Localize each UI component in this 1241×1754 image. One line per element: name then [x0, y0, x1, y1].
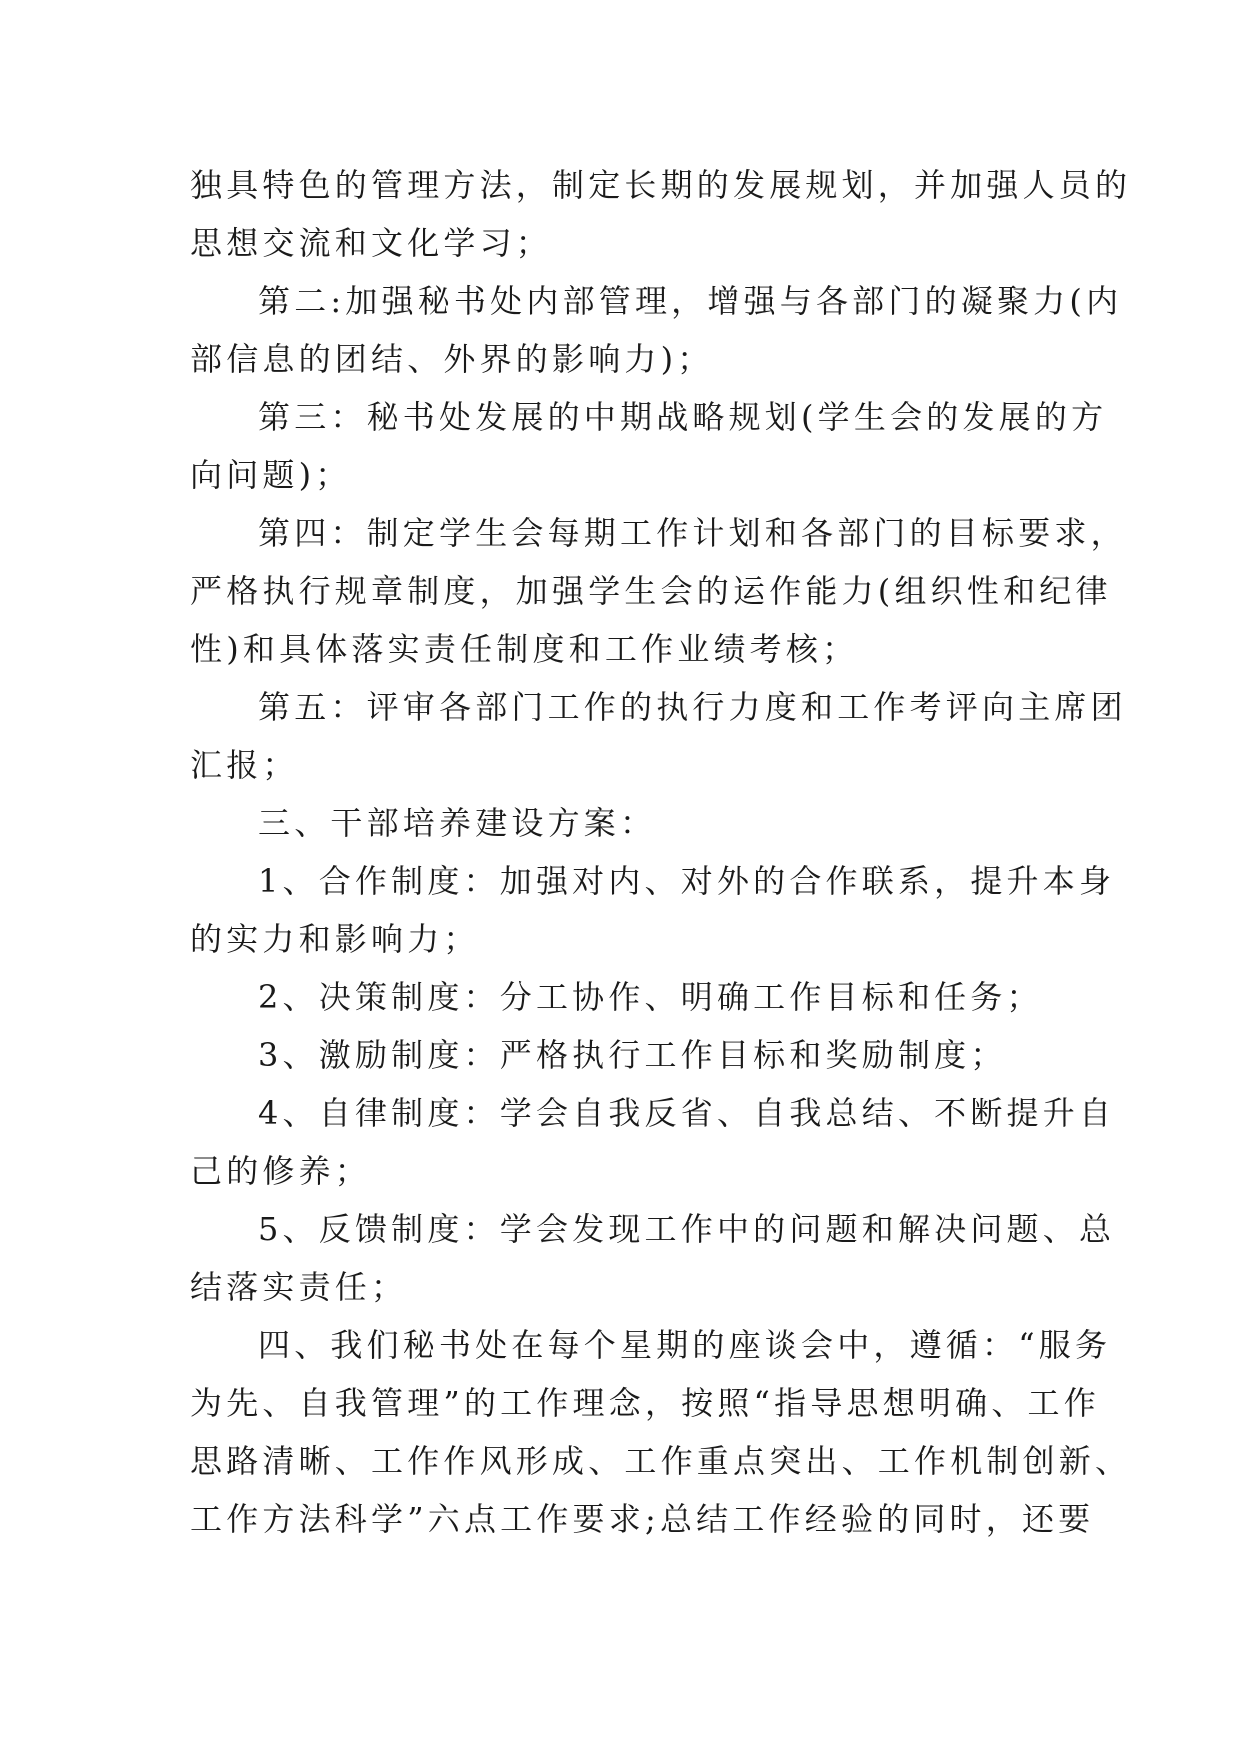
text-line: 第四：制定学生会每期工作计划和各部门的目标要求， — [258, 514, 1127, 552]
text-line: 独具特色的管理方法，制定长期的发展规划，并加强人员的 — [190, 166, 1132, 204]
text-line: 部信息的团结、外界的影响力)； — [190, 340, 714, 378]
text-line: 汇报； — [190, 746, 299, 784]
text-line: 的实力和影响力； — [190, 920, 480, 958]
text-line: 性)和具体落实责任制度和工作业绩考核； — [190, 630, 859, 668]
text-line: 思路清晰、工作作风形成、工作重点突出、工作机制创新、 — [190, 1442, 1132, 1480]
text-line: 工作方法科学”六点工作要求;总结工作经验的同时，还要 — [190, 1500, 1095, 1538]
text-line: 思想交流和文化学习； — [190, 224, 553, 262]
text-line: 5、反馈制度：学会发现工作中的问题和解决问题、总 — [258, 1210, 1116, 1248]
body-text — [190, 156, 1132, 1548]
text-line: 为先、自我管理”的工作理念，按照“指导思想明确、工作 — [190, 1384, 1100, 1422]
text-line: 第二:加强秘书处内部管理，增强与各部门的凝聚力(内 — [258, 282, 1123, 320]
text-line: 向问题)； — [190, 456, 352, 494]
text-line: 结落实责任； — [190, 1268, 408, 1306]
text-line: 第五：评审各部门工作的执行力度和工作考评向主席团 — [258, 688, 1127, 726]
text-line: 己的修养； — [190, 1152, 372, 1190]
text-line: 3、激励制度：严格执行工作目标和奖励制度； — [258, 1036, 1007, 1074]
text-line: 第三：秘书处发展的中期战略规划(学生会的发展的方 — [258, 398, 1108, 436]
text-line: 严格执行规章制度，加强学生会的运作能力(组织性和纪律 — [190, 572, 1112, 610]
section-heading: 三、干部培养建设方案： — [258, 804, 657, 842]
text-line: 4、自律制度：学会自我反省、自我总结、不断提升自 — [258, 1094, 1116, 1132]
text-line: 2、决策制度：分工协作、明确工作目标和任务； — [258, 978, 1043, 1016]
text-line: 1、合作制度：加强对内、对外的合作联系，提升本身 — [258, 862, 1116, 900]
section-heading: 四、我们秘书处在每个星期的座谈会中，遵循：“服务 — [258, 1326, 1112, 1364]
